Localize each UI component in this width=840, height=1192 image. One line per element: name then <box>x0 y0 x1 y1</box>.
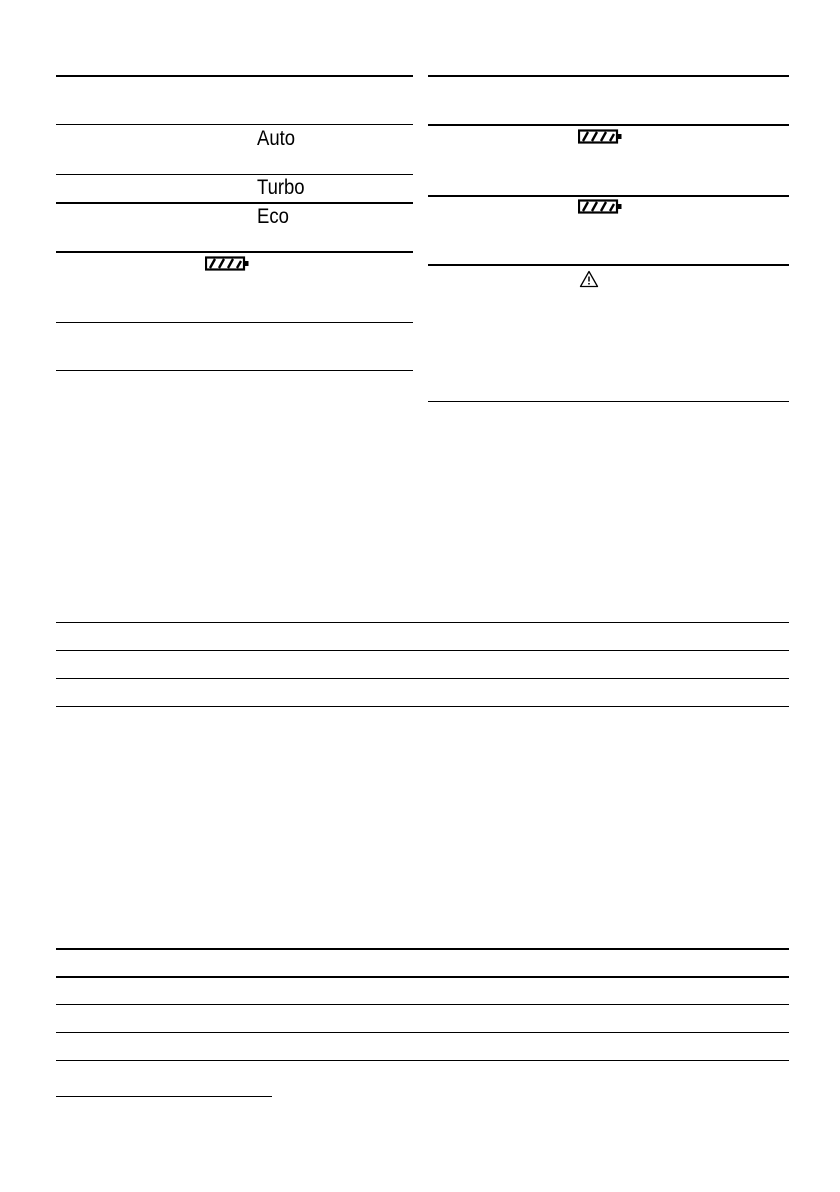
table-rule <box>56 322 413 323</box>
table-rule <box>56 1060 789 1061</box>
footnote-rule <box>56 1096 272 1097</box>
battery-full-icon <box>578 199 624 215</box>
mode-label-auto: Auto <box>257 127 296 150</box>
table-rule <box>56 174 413 175</box>
table-rule <box>428 75 789 77</box>
table-rule <box>56 622 789 623</box>
table-rule <box>56 1032 789 1033</box>
battery-full-icon <box>578 129 624 145</box>
table-rule <box>428 124 789 126</box>
table-rule <box>56 251 413 253</box>
warning-triangle-icon <box>579 270 599 288</box>
table-rule <box>56 650 789 651</box>
table-rule <box>56 124 413 125</box>
table-rule <box>428 264 789 266</box>
mode-label-turbo: Turbo <box>257 176 305 199</box>
table-rule <box>56 948 789 950</box>
table-rule <box>56 75 413 77</box>
table-rule <box>56 976 789 978</box>
table-rule <box>428 401 789 402</box>
mode-label-eco: Eco <box>257 205 289 228</box>
table-rule <box>56 202 413 204</box>
table-rule <box>56 706 789 707</box>
table-rule <box>428 195 789 197</box>
battery-full-icon <box>205 256 251 272</box>
table-rule <box>56 370 413 371</box>
table-rule <box>56 1004 789 1005</box>
table-rule <box>56 678 789 679</box>
